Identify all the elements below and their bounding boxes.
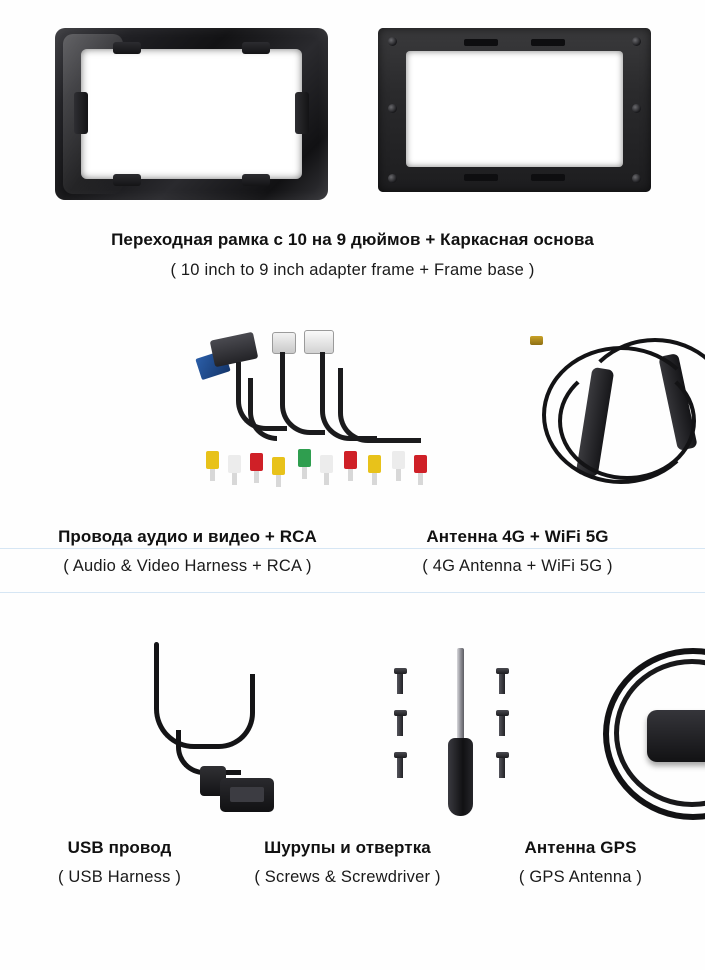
harness-cable (248, 378, 277, 441)
screwdriver-handle (448, 738, 473, 816)
rca-connector (228, 455, 241, 485)
frame-ear-left (74, 92, 88, 134)
adapter-frame-image (55, 28, 328, 200)
antenna-sma-connector (530, 336, 543, 345)
screw (396, 668, 405, 694)
frame-base-screw-hole (632, 104, 641, 113)
rca-connector (272, 457, 285, 487)
screw (498, 668, 507, 694)
screw (396, 710, 405, 736)
screws-screwdriver-caption-block (254, 838, 440, 887)
section-adapter-frame (0, 0, 705, 280)
rca-connector (250, 453, 263, 483)
screws-screwdriver-caption-ru: Шурупы и отвертка (264, 838, 431, 857)
frame-base-screw-hole (388, 104, 397, 113)
antenna-4g-caption-block (422, 527, 613, 576)
rca-connector (368, 455, 381, 485)
frame-base-slot (464, 39, 498, 46)
frame-tab-bottom-right (242, 174, 270, 186)
rca-connector-strip (194, 433, 482, 491)
antenna-4g-caption-ru: Антенна 4G + WiFi 5G (426, 527, 609, 546)
frame-base-slot (531, 39, 565, 46)
white-connector-2 (304, 330, 334, 354)
usb-harness-caption-en: ( USB Harness ) (57, 868, 182, 886)
gps-antenna-caption-ru: Антенна GPS (524, 838, 637, 857)
screw (498, 710, 507, 736)
frame-tab-bottom-left (113, 174, 141, 186)
screwdriver-shaft (457, 648, 464, 744)
frame-tab-top-right (242, 42, 270, 54)
rca-connector (344, 451, 357, 481)
frame-base-screw-hole (388, 37, 397, 46)
av-harness-caption-block (58, 527, 317, 576)
rca-connector (392, 451, 405, 481)
screws-screwdriver-caption-en: ( Screws & Screwdriver ) (254, 868, 441, 886)
frame-base-slot (464, 174, 498, 181)
gps-receiver-puck (647, 710, 705, 762)
usb-harness-caption-block (58, 838, 181, 887)
av-harness-caption-ru: Провода аудио и видео + RCA (58, 527, 317, 546)
harness-antenna-row (0, 328, 705, 576)
adapter-frame-caption-ru: Переходная рамка с 10 на 9 дюймов + Каркасная основа (111, 230, 594, 249)
rca-connector (414, 455, 427, 485)
harness-cable (280, 352, 325, 435)
av-harness-caption-en: ( Audio & Video Harness + RCA ) (63, 557, 312, 575)
frame-base-slot (531, 174, 565, 181)
gloss-highlight (63, 34, 123, 194)
rca-connector (298, 449, 311, 479)
rca-connector (320, 455, 333, 485)
section-accessories (0, 634, 705, 887)
usb-female-port (220, 778, 274, 812)
frame-base-screw-hole (632, 37, 641, 46)
accessories-row (0, 634, 705, 887)
frame-tab-top-left (113, 42, 141, 54)
harness-cable (338, 368, 421, 443)
screws-screwdriver-item (235, 634, 460, 887)
screw (396, 752, 405, 778)
gps-antenna-caption-block (519, 838, 642, 887)
usb-harness-item (12, 634, 227, 887)
rca-connector (206, 451, 219, 481)
section-harness-antenna (0, 328, 705, 576)
frame-base-screw-hole (388, 174, 397, 183)
adapter-frame-caption-block (0, 230, 705, 280)
gps-antenna-caption-en: ( GPS Antenna ) (518, 868, 643, 886)
white-connector-1 (272, 332, 296, 354)
background-streak (0, 592, 705, 593)
adapter-frame-caption-en: ( 10 inch to 9 inch adapter frame + Frame base ) (170, 261, 535, 279)
frames-image-row (0, 28, 705, 200)
antenna-4g-caption-en: ( 4G Antenna + WiFi 5G ) (422, 557, 613, 575)
screw (498, 752, 507, 778)
frame-base-screw-hole (632, 174, 641, 183)
usb-harness-caption-ru: USB провод (67, 838, 172, 857)
av-harness-item (38, 328, 338, 576)
frame-base-image (378, 28, 651, 192)
frame-ear-right (295, 92, 309, 134)
background-streak (0, 548, 705, 549)
